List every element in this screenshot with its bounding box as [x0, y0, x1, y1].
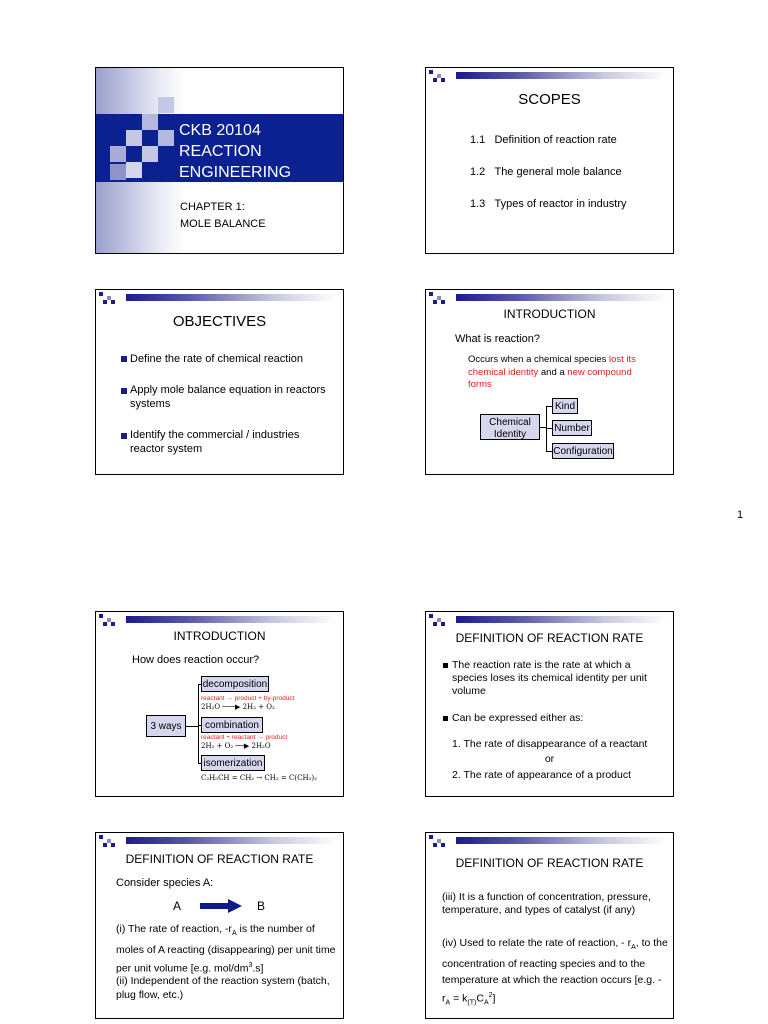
slide-heading: OBJECTIVES [172, 313, 267, 330]
slide-definition-2 [95, 832, 344, 1019]
expression-intro: Can be expressed either as: [452, 712, 584, 724]
species-b: B [257, 899, 266, 913]
definition-text: The reaction rate is the rate at which a species loses its chemical identity per unit volume [452, 659, 647, 697]
slide-title-text: CKB 20104 REACTION ENGINEERING [179, 122, 292, 181]
deco-square [441, 843, 445, 847]
or-text: or [544, 753, 555, 765]
deco-square [429, 70, 433, 74]
deco-square [433, 300, 437, 304]
deco-square [142, 146, 158, 162]
slide-introduction-2 [95, 611, 344, 797]
connector-line [198, 684, 199, 764]
expression-item: 2. The rate of appearance of a product [452, 769, 632, 781]
deco-square [433, 843, 437, 847]
deco-square [158, 130, 174, 146]
objective-item: Define the rate of chemical reaction [130, 353, 304, 365]
deco-square [99, 835, 103, 839]
rate-definition: (i) The rate of reaction, $-r_A$ is the number of moles of A reacting (disappearing) per unit time per unit volume [e.g. mol/$dm^3.s$] [116, 923, 336, 975]
rate-law-note: (iv) Used to relate the rate of reaction, - $r_A$, to the concentration of reacting species and to the temperature at which the reaction occurs [e.g. $-r_A = k_{(T)}C_A^2$] [442, 937, 668, 1007]
header-gradient-bar [456, 72, 667, 79]
description-text: Occurs when a chemical species lost its chemical identity and a new compound forms [468, 354, 636, 390]
reaction-arrow-icon [200, 899, 242, 913]
deco-square [441, 300, 445, 304]
deco-square [433, 78, 437, 82]
slide-heading: DEFINITION OF REACTION RATE [455, 631, 644, 645]
configuration-box: Configuration [552, 443, 614, 459]
function-note: (iii) It is a function of concentration, pressure, temperature, and types of catalyst (if any) [442, 891, 651, 916]
scope-item: 1.2 The general mole balance [470, 166, 622, 178]
expression-item: 1. The rate of disappearance of a reactant [452, 738, 648, 750]
combination-box: combination [201, 717, 263, 733]
slide-heading: INTRODUCTION [503, 307, 596, 321]
deco-square [103, 300, 107, 304]
decomposition-rule: reactant → product + by-product [201, 695, 295, 702]
deco-square [126, 130, 142, 146]
header-gradient-bar [456, 837, 667, 844]
slide-title [95, 67, 344, 254]
decomposition-box: decomposition [201, 676, 269, 692]
slide-heading: INTRODUCTION [173, 629, 266, 643]
decomposition-equation: 2H₂O ───▶ 2H₂ + O₂ [201, 703, 275, 711]
slide-heading: DEFINITION OF REACTION RATE [455, 856, 644, 870]
deco-square [103, 622, 107, 626]
deco-square [99, 614, 103, 618]
isomerization-box: isomerization [201, 755, 265, 771]
deco-square [126, 162, 142, 178]
consider-text: Consider species A: [116, 877, 214, 889]
deco-square [429, 614, 433, 618]
deco-square [441, 78, 445, 82]
slide-definition-3 [425, 832, 674, 1019]
header-gradient-bar [126, 616, 337, 623]
three-ways-box: 3 ways [146, 715, 186, 737]
deco-square [111, 843, 115, 847]
bullet-icon [121, 433, 127, 439]
bullet-icon [121, 388, 127, 394]
chemical-identity-box: Chemical Identity [480, 414, 540, 440]
question-text: What is reaction? [455, 333, 540, 345]
bullet-icon [443, 663, 448, 668]
combination-rule: reactant + reactant → product [201, 734, 288, 741]
deco-square [103, 843, 107, 847]
scope-item: 1.1 Definition of reaction rate [470, 134, 617, 146]
kind-box: Kind [552, 398, 578, 414]
slide-heading: DEFINITION OF REACTION RATE [125, 852, 314, 866]
slide-subtitle: CHAPTER 1: MOLE BALANCE [180, 201, 266, 230]
deco-square [110, 146, 126, 162]
species-a: A [173, 899, 182, 913]
deco-square [111, 622, 115, 626]
page-number: 1 [737, 509, 744, 521]
scope-item: 1.3 Types of reactor in industry [470, 198, 627, 210]
objective-item: Identify the commercial / industries reactor system [130, 429, 300, 455]
header-gradient-bar [456, 294, 667, 301]
combination-equation: 2H₂ + O₂ ──▶ 2H₂O [201, 742, 271, 750]
deco-square [429, 835, 433, 839]
independence-note: (ii) Independent of the reaction system (batch, plug flow, etc.) [116, 975, 330, 1001]
slide-introduction-1 [425, 289, 674, 475]
objective-item: Apply mole balance equation in reactors systems [130, 384, 326, 410]
slide-definition-1 [425, 611, 674, 797]
header-gradient-bar [126, 294, 337, 301]
bullet-icon [443, 716, 448, 721]
slide-heading: SCOPES [518, 91, 581, 108]
deco-square [111, 300, 115, 304]
number-box: Number [552, 420, 592, 436]
deco-square [99, 292, 103, 296]
question-text: How does reaction occur? [132, 654, 260, 666]
header-gradient-bar [456, 616, 667, 623]
header-gradient-bar [126, 837, 337, 844]
deco-square [142, 114, 158, 130]
deco-square [110, 164, 126, 180]
slide-objectives [95, 289, 344, 475]
deco-square [433, 622, 437, 626]
slide-scopes [425, 67, 674, 254]
deco-square [429, 292, 433, 296]
isomerization-equation: C₂H₅CH = CH₂ → CH₂ = C(CH₃)₂ [201, 774, 317, 782]
bullet-icon [121, 356, 127, 362]
deco-square [441, 622, 445, 626]
deco-square [158, 97, 174, 113]
connector-line [546, 406, 547, 452]
connector-line [186, 726, 198, 727]
